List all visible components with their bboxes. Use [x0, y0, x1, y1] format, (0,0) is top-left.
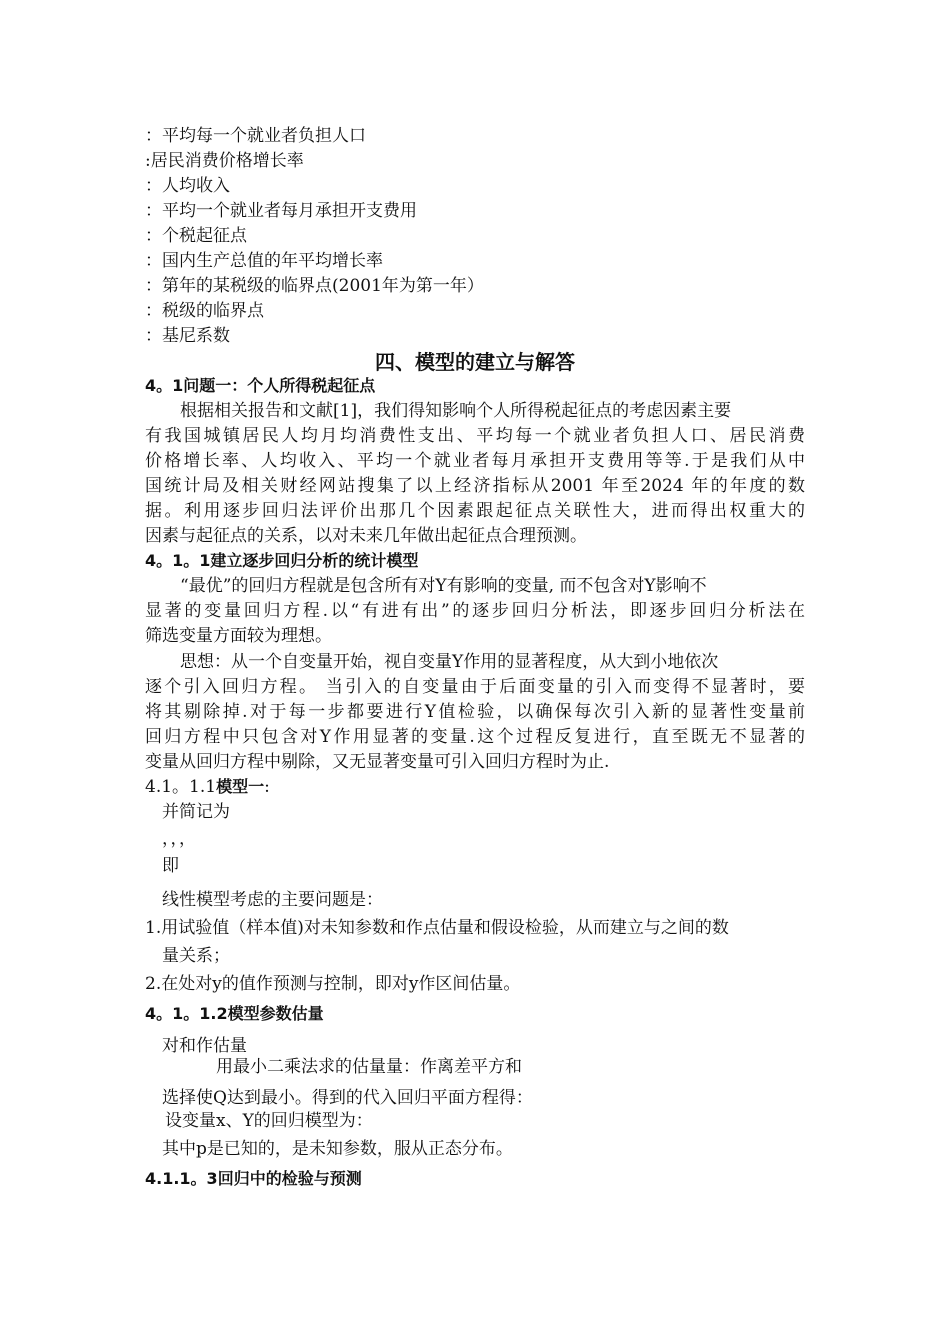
paragraph-line: 据。利用逐步回归法评价出那几个因素跟起征点关联性大，进而得出权重大的	[145, 501, 805, 521]
text-line: ，，，	[162, 829, 196, 849]
paragraph-line: 价格增长率、人均收入、平均一个就业者每月承担开支费用等等.于是我们从中	[145, 451, 805, 471]
text-line: 并简记为	[162, 802, 230, 822]
var-item: ：国内生产总值的年平均增长率	[145, 251, 383, 271]
text-line: 其中p是已知的，是未知参数，服从正态分布。	[162, 1139, 513, 1159]
list-item: 1.用试验值（样本值)对未知参数和作点估量和假设检验，从而建立与之间的数	[145, 918, 729, 938]
var-item: ：平均一个就业者每月承担开支费用	[145, 201, 417, 221]
paragraph-line: 回归方程中只包含对Y作用显著的变量.这个过程反复进行，直至既无不显著的	[145, 727, 805, 747]
heading-4-1-1-3: 4.1.1。3回归中的检验与预测	[145, 1169, 362, 1188]
var-item: ：基尼系数	[145, 326, 230, 346]
paragraph-line: 根据相关报告和文献[1]，我们得知影响个人所得税起征点的考虑因素主要	[180, 401, 732, 421]
paragraph-line: 思想：从一个自变量开始，视自变量Y作用的显著程度，从大到小地依次	[180, 652, 719, 672]
heading-4-1: 4。1问题一：个人所得税起征点	[145, 376, 376, 395]
text-line: 用最小二乘法求的估量量：作离差平方和	[216, 1057, 522, 1077]
paragraph-line: 逐个引入回归方程。 当引入的自变量由于后面变量的引入而变得不显著时，要	[145, 677, 805, 697]
var-item: ：人均收入	[145, 176, 230, 196]
text-line: 对和作估量	[162, 1036, 247, 1056]
var-item: ：税级的临界点	[145, 301, 264, 321]
var-item: :居民消费价格增长率	[145, 151, 304, 171]
var-item: ：第年的某税级的临界点(2001年为第一年）	[145, 276, 484, 296]
paragraph-line: 显著的变量回归方程.以“有进有出”的逐步回归分析法，即逐步回归分析法在	[145, 601, 805, 621]
section-title: 四、模型的建立与解答	[375, 350, 575, 374]
paragraph-line: 将其剔除掉.对于每一步都要进行Y值检验，以确保每次引入新的显著性变量前	[145, 702, 805, 722]
paragraph-line: 变量从回归方程中剔除，又无显著变量可引入回归方程时为止.	[145, 752, 610, 772]
paragraph-line: 筛选变量方面较为理想。	[145, 626, 332, 646]
text-line: 设变量x、Y的回归模型为：	[165, 1111, 373, 1131]
list-item-continuation: 量关系；	[162, 946, 230, 966]
text-line: 线性模型考虑的主要问题是：	[162, 890, 383, 910]
var-item: ：个税起征点	[145, 226, 247, 246]
heading-4-1-1-2: 4。1。1.2模型参数估量	[145, 1004, 324, 1023]
text-line: 选择使Q达到最小。得到的代入回归平面方程得：	[162, 1088, 533, 1108]
paragraph-line: 有我国城镇居民人均月均消费性支出、平均每一个就业者负担人口、居民消费	[145, 426, 805, 446]
paragraph-line: “最优”的回归方程就是包含所有对Y有影响的变量, 而不包含对Y影响不	[180, 576, 707, 596]
text-line: 即	[162, 856, 179, 876]
heading-4-1-1: 4。1。1建立逐步回归分析的统计模型	[145, 551, 419, 570]
list-item: 2.在处对y的值作预测与控制，即对y作区间估量。	[145, 974, 521, 994]
paragraph-line: 国统计局及相关财经网站搜集了以上经济指标从2001 年至2024 年的年度的数	[145, 476, 805, 496]
paragraph-line: 因素与起征点的关系，以对未来几年做出起征点合理预测。	[145, 526, 587, 546]
var-item: ：平均每一个就业者负担人口	[145, 126, 366, 146]
heading-number: 4.1。1.1	[145, 777, 217, 797]
heading-model-one	[145, 776, 270, 798]
heading-colon: :	[264, 777, 270, 797]
heading-label: 模型一	[216, 777, 265, 796]
